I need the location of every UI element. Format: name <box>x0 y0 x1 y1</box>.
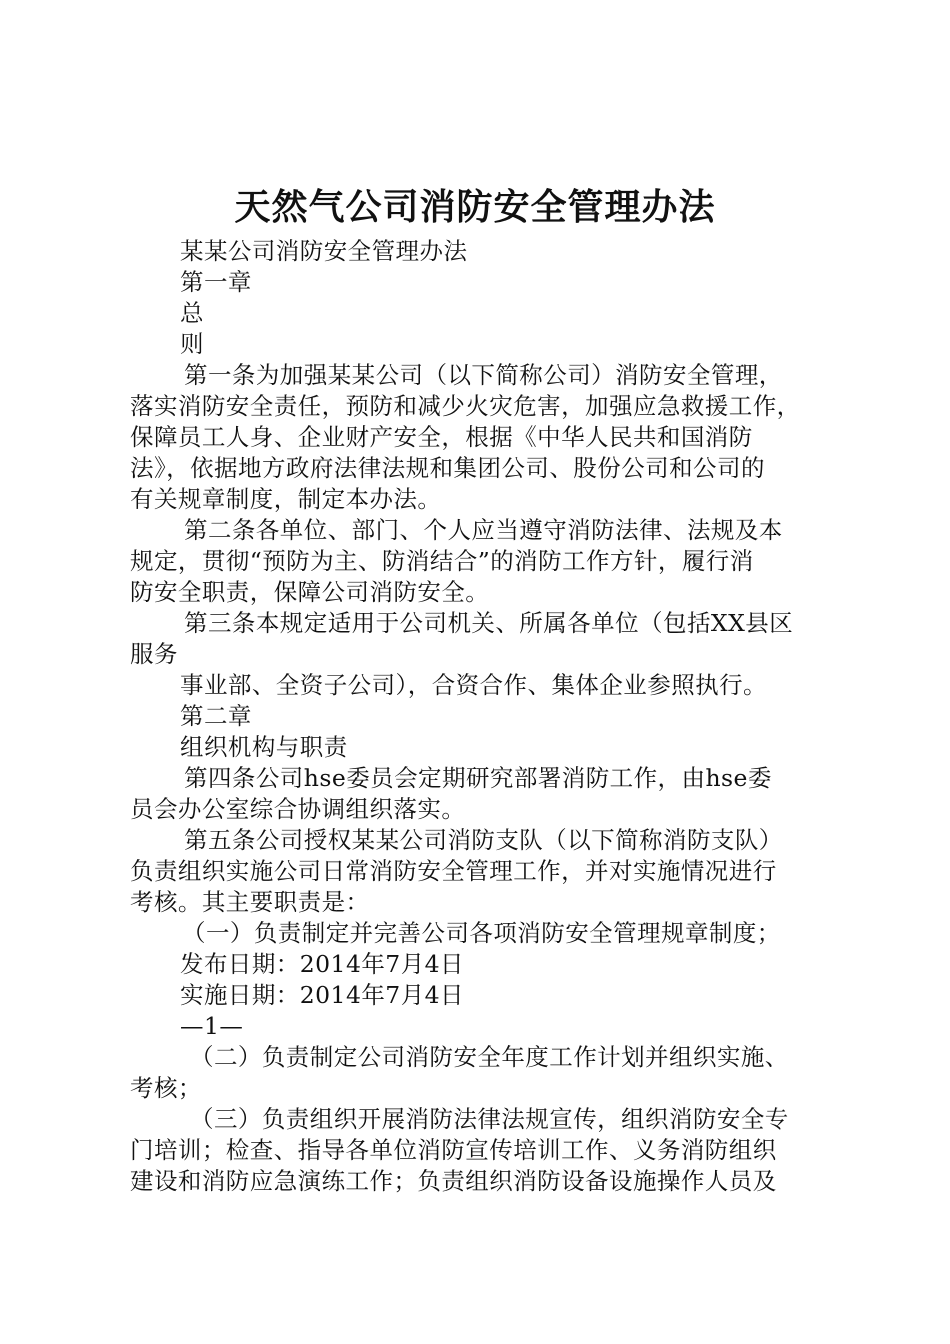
doc-line-article-1-cont-3: 法》，依据地方政府法律法规和集团公司、股份公司和公司的 <box>130 454 765 482</box>
doc-line-article-4: 第四条公司hse委员会定期研究部署消防工作，由hse委 <box>184 764 772 792</box>
doc-line-page-number: —1— <box>180 1012 244 1040</box>
document-body <box>130 236 830 1197</box>
doc-line-chapter-2: 第二章 <box>180 702 252 730</box>
doc-line-article-1: 第一条为加强某某公司（以下简称公司）消防安全管理， <box>184 361 783 389</box>
doc-line-chapter-1-name-b: 则 <box>180 330 204 358</box>
doc-line-item-2-cont: 考核； <box>130 1074 202 1102</box>
doc-line-article-3-cont-1: 服务 <box>130 640 178 668</box>
doc-line-article-1-cont-2: 保障员工人身、企业财产安全，根据《中华人民共和国消防 <box>130 423 753 451</box>
doc-line-item-1: （一）负责制定并完善公司各项消防安全管理规章制度； <box>182 919 781 947</box>
doc-line-effective-date: 实施日期：2014年7月4日 <box>180 981 465 1009</box>
doc-line-item-3-cont-1: 门培训；检查、指导各单位消防宣传培训工作、义务消防组织 <box>130 1136 777 1164</box>
doc-line-article-5-cont-2: 考核。其主要职责是： <box>130 888 370 916</box>
doc-line-item-3: （三）负责组织开展消防法律法规宣传，组织消防安全专 <box>190 1105 789 1133</box>
doc-line-article-1-cont-4: 有关规章制度，制定本办法。 <box>130 485 442 513</box>
doc-line-item-3-cont-2: 建设和消防应急演练工作；负责组织消防设备设施操作人员及 <box>130 1167 777 1195</box>
document-title: 天然气公司消防安全管理办法 <box>234 187 716 228</box>
doc-line-chapter-1-name-a: 总 <box>180 299 204 327</box>
doc-line-article-5: 第五条公司授权某某公司消防支队（以下简称消防支队） <box>184 826 783 854</box>
doc-line-article-2: 第二条各单位、部门、个人应当遵守消防法律、法规及本 <box>184 516 783 544</box>
doc-line-article-3-cont-2: 事业部、全资子公司），合资合作、集体企业参照执行。 <box>180 671 767 699</box>
doc-line-chapter-2-name: 组织机构与职责 <box>180 733 348 761</box>
doc-line-item-2: （二）负责制定公司消防安全年度工作计划并组织实施、 <box>190 1043 789 1071</box>
doc-line-article-1-cont-1: 落实消防安全责任，预防和减少火灾危害，加强应急救援工作， <box>130 392 801 420</box>
doc-line-article-2-cont-2: 防安全职责，保障公司消防安全。 <box>130 578 490 606</box>
doc-line-article-4-cont: 员会办公室综合协调组织落实。 <box>130 795 466 823</box>
doc-line-article-3: 第三条本规定适用于公司机关、所属各单位（包括XX县区 <box>184 609 794 637</box>
doc-line-subtitle: 某某公司消防安全管理办法 <box>180 237 468 265</box>
doc-line-chapter-1: 第一章 <box>180 268 252 296</box>
doc-line-article-2-cont-1: 规定，贯彻“预防为主、防消结合”的消防工作方针，履行消 <box>130 547 754 575</box>
doc-line-publish-date: 发布日期：2014年7月4日 <box>180 950 465 978</box>
doc-line-article-5-cont-1: 负责组织实施公司日常消防安全管理工作，并对实施情况进行 <box>130 857 777 885</box>
